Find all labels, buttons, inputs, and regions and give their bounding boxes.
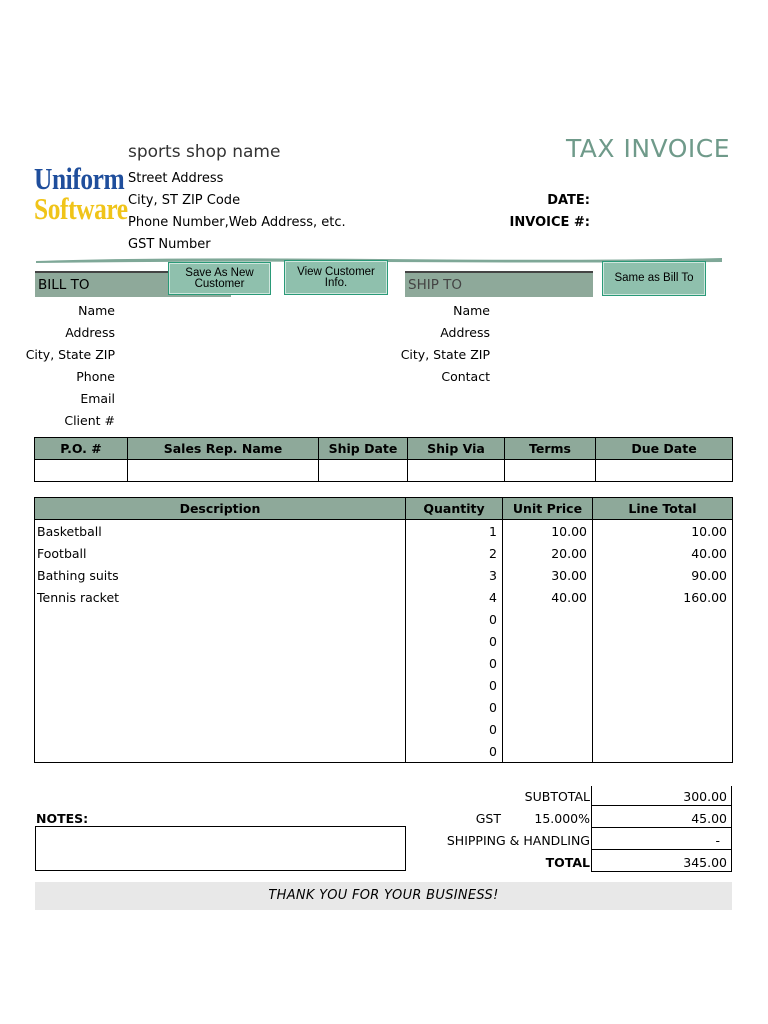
total-label: TOTAL <box>545 855 590 870</box>
bill-to-client-label: Client # <box>64 413 115 428</box>
order-info-table <box>34 437 733 482</box>
unit-price-cell[interactable] <box>503 696 593 718</box>
quantity-cell[interactable]: 3 <box>406 564 503 586</box>
gst-label: GST <box>475 811 501 826</box>
same-as-bill-to-button[interactable]: Same as Bill To <box>602 261 706 296</box>
gst-rate: 15.000% <box>534 811 590 826</box>
ship-date-header: Ship Date <box>319 438 408 460</box>
description-cell[interactable] <box>35 718 406 740</box>
unit-price-cell[interactable]: 20.00 <box>503 542 593 564</box>
quantity-cell[interactable]: 0 <box>406 696 503 718</box>
unit-price-cell[interactable] <box>503 740 593 763</box>
line-total-cell[interactable] <box>593 740 733 763</box>
logo-software: Software <box>34 191 128 226</box>
po-header: P.O. # <box>35 438 128 460</box>
shipping-label: SHIPPING & HANDLING <box>446 833 590 848</box>
sales-rep-header: Sales Rep. Name <box>128 438 319 460</box>
shop-street: Street Address <box>128 171 224 186</box>
shop-city: City, ST ZIP Code <box>128 193 241 208</box>
unit-price-cell[interactable] <box>503 608 593 630</box>
bill-to-name-label: Name <box>78 303 115 318</box>
thank-you-banner: THANK YOU FOR YOUR BUSINESS! <box>35 882 732 910</box>
line-items-body <box>35 520 733 763</box>
save-button-line1: Save As New <box>185 266 254 279</box>
bill-to-email-label: Email <box>80 391 115 406</box>
shipping-value: - <box>715 833 720 848</box>
line-total-cell[interactable] <box>593 630 733 652</box>
description-cell[interactable]: Football <box>35 542 406 564</box>
ship-to-header: SHIP TO <box>405 271 593 297</box>
table-row <box>35 696 733 718</box>
quantity-cell[interactable]: 0 <box>406 718 503 740</box>
ship-to-contact-label: Contact <box>441 369 490 384</box>
bill-to-phone-label: Phone <box>76 369 115 384</box>
totals-right-border <box>731 786 732 872</box>
line-total-header: Line Total <box>593 498 733 520</box>
terms-header: Terms <box>505 438 596 460</box>
quantity-cell[interactable]: 0 <box>406 630 503 652</box>
description-cell[interactable] <box>35 674 406 696</box>
subtotal-label: SUBTOTAL <box>524 789 590 804</box>
table-row <box>35 740 733 763</box>
description-cell[interactable]: Basketball <box>35 520 406 543</box>
logo-uniform: Uniform <box>34 161 125 196</box>
description-cell[interactable] <box>35 630 406 652</box>
subtotal-rule <box>592 805 732 806</box>
quantity-cell[interactable]: 0 <box>406 740 503 763</box>
description-cell[interactable] <box>35 740 406 763</box>
bill-to-header: BILL TO <box>35 271 231 297</box>
due-date-header: Due Date <box>596 438 733 460</box>
unit-price-cell[interactable]: 30.00 <box>503 564 593 586</box>
description-cell[interactable] <box>35 696 406 718</box>
line-total-cell[interactable] <box>593 696 733 718</box>
shop-gst: GST Number <box>128 237 211 252</box>
gst-value: 45.00 <box>691 811 727 826</box>
save-button-line2: Customer <box>194 277 245 290</box>
unit-price-cell[interactable]: 10.00 <box>503 520 593 543</box>
table-row <box>35 652 733 674</box>
bill-to-address-label: Address <box>65 325 115 340</box>
ship-via-header: Ship Via <box>408 438 505 460</box>
unit-price-cell[interactable] <box>503 718 593 740</box>
view-customer-info-button[interactable] <box>284 260 388 295</box>
table-row <box>35 630 733 652</box>
ship-to-address-label: Address <box>440 325 490 340</box>
quantity-cell[interactable]: 4 <box>406 586 503 608</box>
description-header: Description <box>35 498 406 520</box>
ship-via-cell[interactable] <box>408 460 505 482</box>
po-cell[interactable] <box>35 460 128 482</box>
table-row <box>35 564 733 586</box>
terms-cell[interactable] <box>505 460 596 482</box>
shop-phone: Phone Number,Web Address, etc. <box>128 215 346 230</box>
subtotal-value: 300.00 <box>683 789 727 804</box>
shop-name: sports shop name <box>128 142 281 162</box>
line-total-cell[interactable]: 10.00 <box>593 520 733 543</box>
unit-price-cell[interactable]: 40.00 <box>503 586 593 608</box>
total-value: 345.00 <box>683 855 727 870</box>
line-total-cell[interactable]: 90.00 <box>593 564 733 586</box>
quantity-header: Quantity <box>406 498 503 520</box>
ship-to-name-label: Name <box>453 303 490 318</box>
table-row <box>35 718 733 740</box>
view-button-line2: Info. <box>324 276 348 289</box>
description-cell[interactable]: Bathing suits <box>35 564 406 586</box>
table-row <box>35 674 733 696</box>
gst-rule <box>592 827 732 828</box>
table-row <box>35 608 733 630</box>
line-total-cell[interactable] <box>593 674 733 696</box>
due-date-cell[interactable] <box>596 460 733 482</box>
quantity-cell[interactable]: 1 <box>406 520 503 543</box>
description-cell[interactable] <box>35 608 406 630</box>
line-total-cell[interactable] <box>593 608 733 630</box>
line-items-table <box>34 497 733 763</box>
table-row <box>35 520 733 543</box>
bill-to-city-label: City, State ZIP <box>25 347 115 362</box>
line-total-cell[interactable] <box>593 652 733 674</box>
save-as-new-customer-button[interactable] <box>168 262 271 295</box>
quantity-cell[interactable]: 0 <box>406 674 503 696</box>
page-title: TAX INVOICE <box>565 134 730 163</box>
ship-date-cell[interactable] <box>319 460 408 482</box>
description-cell[interactable]: Tennis racket <box>35 586 406 608</box>
unit-price-cell[interactable] <box>503 652 593 674</box>
unit-price-cell[interactable] <box>503 674 593 696</box>
shipping-rule <box>592 849 732 850</box>
description-cell[interactable] <box>35 652 406 674</box>
table-row <box>35 586 733 608</box>
quantity-cell[interactable]: 0 <box>406 608 503 630</box>
ship-to-city-label: City, State ZIP <box>400 347 490 362</box>
quantity-cell[interactable]: 2 <box>406 542 503 564</box>
notes-box[interactable] <box>35 826 406 871</box>
view-button-line1: View Customer <box>297 265 375 278</box>
line-total-cell[interactable]: 160.00 <box>593 586 733 608</box>
table-row <box>35 542 733 564</box>
invoice-number-label: INVOICE #: <box>509 215 590 230</box>
date-label: DATE: <box>547 193 590 208</box>
sales-rep-cell[interactable] <box>128 460 319 482</box>
line-total-cell[interactable]: 40.00 <box>593 542 733 564</box>
unit-price-header: Unit Price <box>503 498 593 520</box>
quantity-cell[interactable]: 0 <box>406 652 503 674</box>
unit-price-cell[interactable] <box>503 630 593 652</box>
notes-label: NOTES: <box>36 811 89 826</box>
line-total-cell[interactable] <box>593 718 733 740</box>
total-rule <box>592 871 732 872</box>
